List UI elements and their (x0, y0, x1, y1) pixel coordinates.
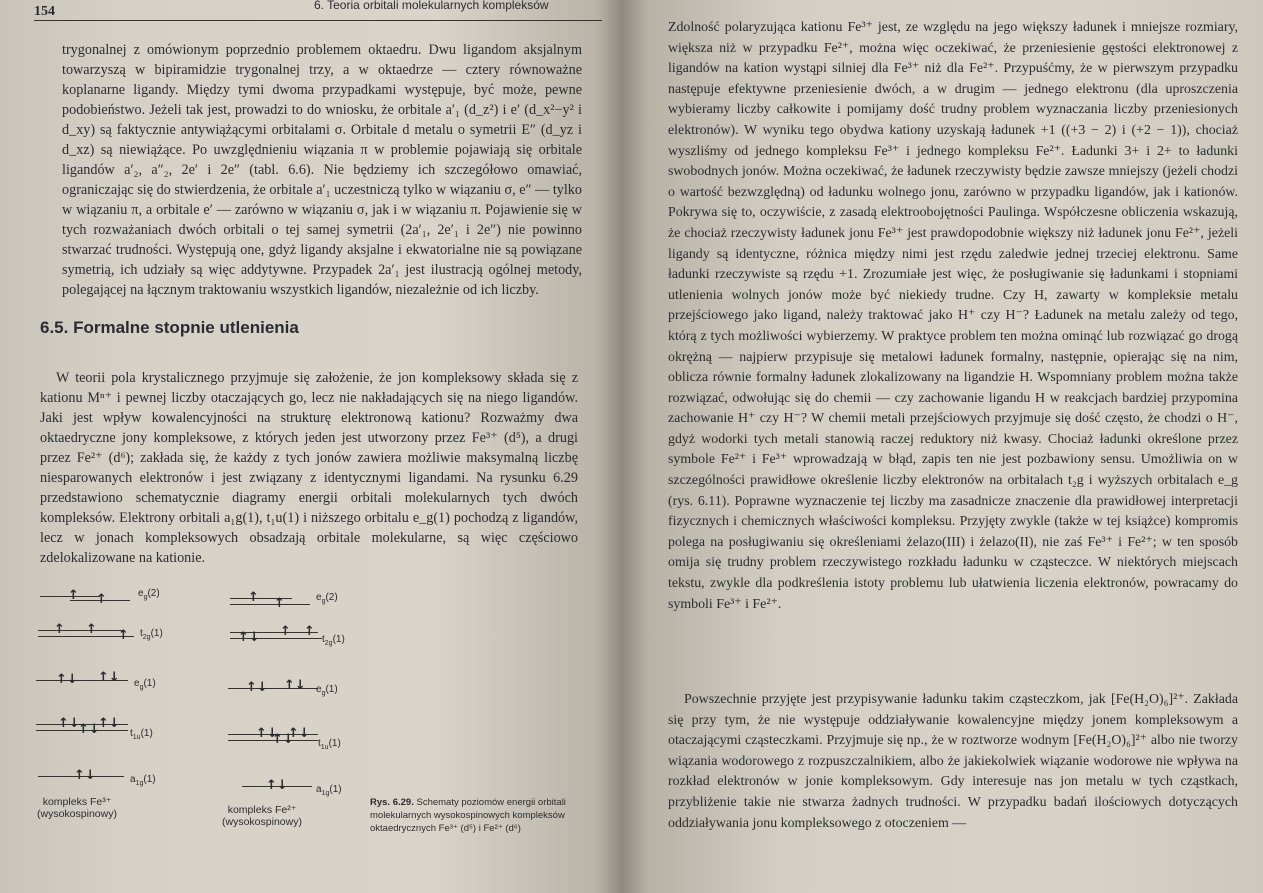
fe2-eg2-label: $e_g(2)$ (316, 592, 338, 605)
fe3-t1u1-label: $t_{1u}(1)$ (130, 728, 153, 741)
fe3-t1u1-electrons: ↑↓ (98, 716, 120, 731)
caption-label: Rys. 6.29. (370, 797, 414, 808)
fe3-complex-name: kompleks Fe³⁺ (42, 796, 112, 808)
figure-caption (370, 796, 580, 835)
fe3-t2g1-level (38, 630, 124, 631)
fe2-a1g1-label: $a_{1g}(1)$ (316, 784, 342, 797)
paragraph-polarizing-power: Zdolność polaryzująca kationu Fe³⁺ jest, ze względu na jego większy ładunek i mniejsze rozmiary, większa niż w przypadku Fe²⁺, można więc oczekiwać, że przeniesienie gęstości elektronowej z ligandów na kation wystąpi silniej dla Fe³⁺ niż dla Fe²⁺. Przypuśćmy, że w pierwszym przypadku następuje efektywne przeniesienie dwóch, a w drugim — jednego elektronu (dla uproszczenia wybieramy liczby całkowite i pomijamy dość trudny problem wyznaczania liczby przeniesionych elektronów). W wyniku tego obydwa kationy uzyskają ładunek +1 ((+3 − 2) i (+2 − 1)), chociaż wyszliśmy od jednego kompleksu Fe³⁺ i jednego kompleksu Fe²⁺. Ładunki 3+ i 2+ to ładunki swobodnych jonów. Można oczekiwać, że ładunek rzeczywisty będzie zawsze mniejszy (jeżeli chodzi o wartość bezwzględną) od ładunku wolnego jonu, zarówno w przypadku ligandów, jak i kationów. Pokrywa się to, oczywiście, z zasadą elektroobojętności Paulinga. Współczesne obliczenia wskazują, że chociaż rzeczywisty ładunek jonu Fe³⁺ jest prawdopodobnie większy niż ładunek jonu Fe²⁺, jeżeli ligandy są identyczne, różnica między nimi jest rzędu zaledwie jednej trzeciej elektronu. Same ładunki rzeczywiste są rzędu +1. Zrozumiałe jest więc, że posługiwanie się ładunkami i stopniami utlenienia wolnych jonów może być niekiedy trudne. Czy H, zawarty w kompleksie metalu przejściowego jako ligand, należy traktować jako H⁺ czy H⁻? Ładunek na metalu zależy od tego, którą z tych możliwości wybierzemy. W praktyce problem ten można ominąć lub rozwiązać go drogą okrężną — najpierw przypisuje się metalowi ładunek formalny, następnie, opierając się na nim, oblicza równie formalny ładunek zlokalizowany na ligandzie H. Wspomniany problem można także rozwiązać, odwołując się do chemii — czy zachowanie ligandu H w reakcjach bardziej przypomina zachowanie H⁺ czy H⁻? W chemii metali przejściowych przyjmuje się dość często, że chodzi o H⁻, gdyż wodorki tych metali stanowią raczej reduktory niż kwasy. Chociaż ładunki określone przez symbole Fe²⁺ i Fe³⁺ wprowadzają w błąd, zapis ten nie jest pozbawiony sensu. Umożliwia on w szczególności prawidłowe określenie liczby elektronów na orbitalach t₂g i wyższych orbitalach e_g (rys. 6.11). Poprawne wyznaczenie tej liczby ma zasadnicze znaczenie dla prawidłowej interpretacji fizycznych i chemicznych właściwości kompleksu. Przyjęty zwykle (także w tej książce) kompromis polega na posługiwaniu się określeniami żelazo(III) i żelazo(II), nie zaś Fe³⁺ i Fe²⁺; w ten sposób omija się trudny problem rzeczywistego rozkładu ładunku w cząsteczce. W niektórych miejscach tekstu, zwykle dla podkreślenia istoty problemu lub ułatwienia liczenia elektronów, powracamy do symboli Fe³⁺ i Fe²⁺. (668, 20, 1238, 612)
fe3-eg1-electrons: ↑↓ (98, 670, 120, 685)
fe2-complex-spin: (wysokospinowy) (222, 816, 302, 828)
energy-level-diagram (34, 578, 364, 828)
fe2-eg1-electrons: ↑↓ (284, 678, 306, 693)
fe2-t2g1-electrons: ↑ (304, 624, 315, 639)
section-heading: 6.5. Formalne stopnie utlenienia (40, 318, 299, 337)
chapter-title: 6. Teoria orbitali molekularnych kompleksów (314, 0, 549, 12)
paragraph-formal-oxidation: W teorii pola krystalicznego przyjmuje się założenie, że jon kompleksowy składa się z kationu Mⁿ⁺ i pewnej liczby otaczających go, lecz nie nakładających się na niego ligandów. Jaki jest wpływ kowalencyjności na strukturę elektronową kationu? Rozważmy dwa oktaedryczne jony kompleksowe, z których jeden jest utworzony przez Fe³⁺ (d⁵), a drugi przez Fe²⁺ (d⁶); zakłada się, że każdy z tych jonów zawiera możliwie maksymalną liczbę niesparowanych elektronów i jest związany z identycznymi ligandami. Na rysunku 6.29 przedstawiono schematycznie diagramy energii orbitali molekularnych tych dwóch kompleksów. Elektrony orbitali a₁g(1), t₁u(1) i niższego orbitalu e_g(1) pochodzą z ligandów, lecz w jonach kompleksowych obsadzają orbitale molekularne, są więc częściowo zdelokalizowane na kationie. (40, 370, 578, 566)
fe3-t2g1-electrons: ↑ (86, 622, 97, 637)
fe3-t2g1-label: $t_{2g}(1)$ (140, 628, 163, 641)
fe2-t1u1-electrons: ↑↓ (288, 726, 310, 741)
fe3-t1u1-electrons: ↑↓ (58, 716, 80, 731)
fe2-t2g1-label: $t_{2g}(1)$ (322, 634, 345, 647)
header-rule (34, 20, 602, 21)
fe3-a1g1-electrons: ↑↓ (74, 768, 96, 783)
fe3-t2g1-electrons: ↑ (118, 628, 129, 643)
fe2-eg1-label: $e_g(1)$ (316, 684, 338, 697)
left-page (0, 0, 622, 893)
fe2-complex-name: kompleks Fe²⁺ (227, 804, 297, 816)
fe3-t2g1-electrons: ↑ (54, 622, 65, 637)
fe3-complex-label (30, 796, 124, 820)
fe2-t1u1-label: $t_{1u}(1)$ (318, 738, 341, 751)
fe2-eg1-electrons: ↑↓ (246, 680, 268, 695)
fe3-eg2-label: $e_g(2)$ (138, 588, 160, 601)
fe2-t2g1-electrons: ↑ (280, 624, 291, 639)
fe2-a1g1-electrons: ↑↓ (266, 778, 288, 793)
fe3-a1g1-label: $a_{1g}(1)$ (130, 774, 156, 787)
fe3-complex-spin: (wysokospinowy) (37, 808, 117, 820)
running-head (34, 2, 582, 22)
fe3-eg1-label: $e_g(1)$ (134, 678, 156, 691)
fe2-eg2-electrons: ↑ (274, 596, 285, 611)
fe2-eg2-electrons: ↑ (248, 590, 259, 605)
right-page (622, 0, 1263, 893)
fe3-eg2-electrons: ↑ (96, 592, 107, 607)
fe2-t1u1-electrons: ↑↓ (256, 726, 278, 741)
caption-text: Schematy poziomów energii orbitali molekularnych wysokospinowych kompleksów oktaedrycznych Fe³⁺ (d⁵) i Fe²⁺ (d⁶) (370, 797, 566, 834)
paragraph-charge-assignment: Powszechnie przyjęte jest przypisywanie ładunku takim cząsteczkom, jak [Fe(H₂O)₆]²⁺. Zakłada się przy tym, że nie występuje oddziaływanie kowalencyjne między jonem kompleksowym a otaczającymi cząsteczkami. Przyjmuje się np., że w roztworze wodnym [Fe(H₂O)₆]²⁺ albo nie tworzy wiązania wodorowego z rozpuszczalnikiem, albo że jakiekolwiek wiązanie wodorowe nie wpływa na rozkład elektronów w jonie kompleksowym. Gdy interesuje nas jon metalu w tych cząstkach, przybliżenie takie nie stwarza żadnych trudności. W przypadku badań ilościowych dotyczących oddziaływania jonu kompleksowego z otoczeniem — (668, 692, 1238, 831)
fe3-eg2-electrons: ↑ (68, 588, 79, 603)
fe2-complex-label (212, 804, 312, 828)
fe2-t1u1-electrons: ↑↓ (272, 732, 294, 747)
fe2-t2g1-electrons: ↑↓ (238, 630, 260, 645)
paragraph-trigonal-bipyramid: trygonalnej z omówionym poprzednio problemem oktaedru. Dwu ligandom aksjalnym towarzyszą w bipiramidzie trygonalnej trzy, a w oktaedrze — cztery równoważne koplanarne ligandy. Między tymi dwoma przypadkami występuje, być może, pewne podobieństwo. Jeżeli tak jest, prowadzi to do wniosku, że orbitale a′₁ (d_z²) i e′ (d_x²−y² i d_xy) są faktycznie antywiążącymi orbitalami σ. Orbitale d metalu o symetrii E″ (d_yz i d_xz) są niewiążące. Po uwzględnieniu wiązania π w problemie pojawiają się orbitale ligandów a′₂, a″₂, 2e′ i 2e″ (tabl. 6.6). Nie będziemy ich szczegółowo omawiać, ograniczając się do stwierdzenia, że orbitale a′₁ uczestniczą tylko w wiązaniu σ, e″ — tylko w wiązaniu π, a orbitale e′ — zarówno w wiązaniu σ, jak i w wiązaniu π. Pojawienie się w tych rozważaniach dwóch orbitali o tej samej symetrii (2a′₁, 2e′₁ i 2e″) nie powinno stwarzać trudności. Występują one, gdyż ligandy aksjalne i ekwatorialne nie są powiązane symetrią, ich udziały są więc addytywne. Przypadek 2a′₁ jest ilustracją ogólnej metody, polegającej na łącznym traktowaniu wszystkich ligandów, niezależnie od ich liczby. (62, 42, 582, 298)
page-number: 154 (34, 4, 55, 19)
fe3-t1u1-electrons: ↑↓ (78, 722, 100, 737)
fe3-eg1-electrons: ↑↓ (56, 672, 78, 687)
fe2-eg2-level (230, 604, 310, 605)
